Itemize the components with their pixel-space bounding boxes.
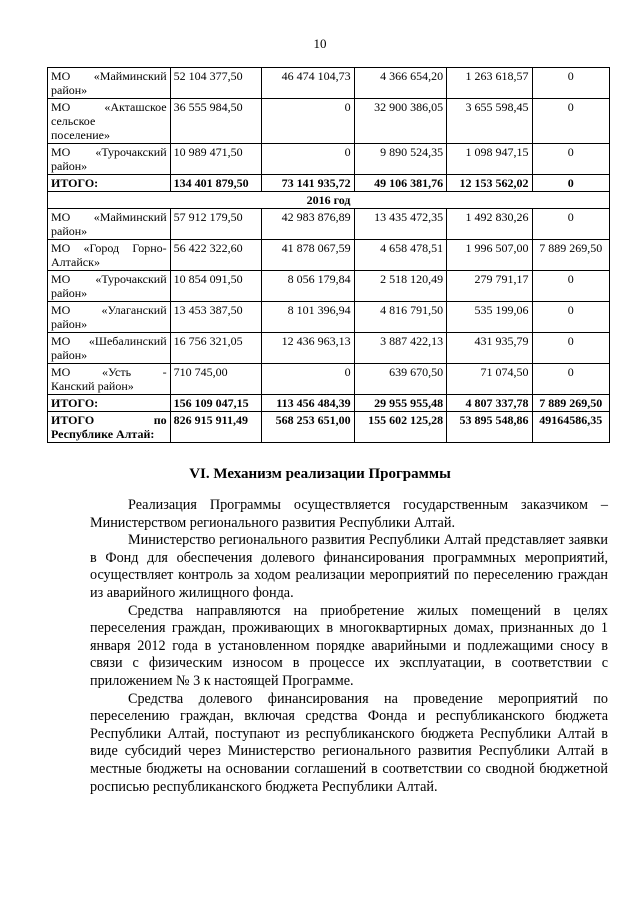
amount-cell: 155 602 125,28: [354, 412, 446, 443]
amount-cell: 3 887 422,13: [354, 333, 446, 364]
amount-cell: 49 106 381,76: [354, 175, 446, 192]
amount-cell: 29 955 955,48: [354, 395, 446, 412]
amount-cell: 0: [532, 271, 609, 302]
municipality-name: [48, 395, 171, 412]
amount-cell: 36 555 984,50: [170, 99, 261, 144]
amount-cell: 0: [532, 333, 609, 364]
municipality-name: [48, 302, 171, 333]
amount-cell: 4 816 791,50: [354, 302, 446, 333]
amount-cell: 826 915 911,49: [170, 412, 261, 443]
page-number: 10: [313, 36, 327, 51]
name-line: МО «Акташское: [51, 100, 167, 114]
municipality-name: [48, 364, 171, 395]
name-line: ИТОГО:: [51, 176, 99, 190]
amount-cell: 13 453 387,50: [170, 302, 261, 333]
paragraph: Министерство регионального развития Республики Алтай представляет заявки в Фонд для обеспечения долевого финансирования программных мероприятий, осуществляет контроль за ходом реализации мероприятий по переселению граждан из аварийного жилищного фонда.: [90, 532, 608, 601]
amount-cell: 1 263 618,57: [447, 68, 532, 99]
name-line: ИТОГО:: [51, 396, 99, 410]
paragraph: Средства долевого финансирования на проведение мероприятий по переселению граждан, включая средства Фонда и республиканского бюджета Республики Алтай, поступают из республиканского бюджета Республики Алтай в виде субсидий через Министерство регионального развития Республики Алтай в местные бюджеты на основании соглашений в соответствии со сводной бюджетной росписью республиканского бюджета Республики Алтай.: [90, 690, 608, 795]
name-line: район»: [51, 286, 88, 300]
amount-cell: 113 456 484,39: [262, 395, 354, 412]
amount-cell: 13 435 472,35: [354, 209, 446, 240]
municipality-name: [48, 209, 171, 240]
municipality-name: [48, 68, 171, 99]
name-line: МО «Усть -: [51, 365, 167, 379]
amount-cell: 56 422 322,60: [170, 240, 261, 271]
amount-cell: 57 912 179,50: [170, 209, 261, 240]
name-line: ИТОГО по: [51, 413, 167, 427]
amount-cell: 1 996 507,00: [447, 240, 532, 271]
amount-cell: 1 098 947,15: [447, 144, 532, 175]
amount-cell: 1 492 830,26: [447, 209, 532, 240]
year-row: [48, 192, 610, 209]
name-line: Республике Алтай:: [51, 427, 155, 441]
name-line: МО «Город Горно-: [51, 241, 167, 255]
amount-cell: 16 756 321,05: [170, 333, 261, 364]
paragraph: Реализация Программы осуществляется государственным заказчиком – Министерством регионального развития Республики Алтай.: [90, 497, 608, 531]
municipality-name: [48, 412, 171, 443]
municipality-name: [48, 99, 171, 144]
name-line: МО «Майминский: [51, 210, 167, 224]
name-line: Канский район»: [51, 379, 134, 393]
table-row: [48, 240, 610, 271]
amount-cell: 73 141 935,72: [262, 175, 354, 192]
amount-cell: 0: [532, 364, 609, 395]
table-row: [48, 99, 610, 144]
amount-cell: 568 253 651,00: [262, 412, 354, 443]
amount-cell: 32 900 386,05: [354, 99, 446, 144]
name-line: Алтайск»: [51, 255, 100, 269]
name-line: МО «Майминский: [51, 69, 167, 83]
name-line: МО «Турочакский: [51, 145, 167, 159]
total-row: [48, 412, 610, 443]
year-label: 2016 год: [48, 192, 610, 209]
amount-cell: 0: [532, 175, 609, 192]
amount-cell: 0: [262, 99, 354, 144]
body-text: [90, 497, 608, 796]
section-title: VI. Механизм реализации Программы: [189, 466, 451, 482]
amount-cell: 8 056 179,84: [262, 271, 354, 302]
amount-cell: 41 878 067,59: [262, 240, 354, 271]
table-row: [48, 68, 610, 99]
amount-cell: 2 518 120,49: [354, 271, 446, 302]
budget-table: [47, 67, 610, 443]
amount-cell: 0: [532, 144, 609, 175]
amount-cell: 49164586,35: [532, 412, 609, 443]
amount-cell: 3 655 598,45: [447, 99, 532, 144]
amount-cell: 156 109 047,15: [170, 395, 261, 412]
amount-cell: 71 074,50: [447, 364, 532, 395]
amount-cell: 4 366 654,20: [354, 68, 446, 99]
name-line: поселение»: [51, 128, 111, 142]
name-line: район»: [51, 159, 88, 173]
name-line: район»: [51, 224, 88, 238]
amount-cell: 0: [532, 99, 609, 144]
amount-cell: 42 983 876,89: [262, 209, 354, 240]
name-line: сельское: [51, 114, 96, 128]
amount-cell: 9 890 524,35: [354, 144, 446, 175]
amount-cell: 0: [532, 68, 609, 99]
amount-cell: 10 989 471,50: [170, 144, 261, 175]
amount-cell: 535 199,06: [447, 302, 532, 333]
name-line: район»: [51, 83, 88, 97]
amount-cell: 431 935,79: [447, 333, 532, 364]
municipality-name: [48, 175, 171, 192]
municipality-name: [48, 271, 171, 302]
amount-cell: 53 895 548,86: [447, 412, 532, 443]
amount-cell: 10 854 091,50: [170, 271, 261, 302]
amount-cell: 12 436 963,13: [262, 333, 354, 364]
amount-cell: 279 791,17: [447, 271, 532, 302]
table-row: [48, 209, 610, 240]
amount-cell: 134 401 879,50: [170, 175, 261, 192]
amount-cell: 7 889 269,50: [532, 395, 609, 412]
total-row: [48, 175, 610, 192]
budget-table-body: [48, 68, 610, 443]
name-line: район»: [51, 348, 88, 362]
amount-cell: 0: [262, 364, 354, 395]
total-row: [48, 395, 610, 412]
amount-cell: 710 745,00: [170, 364, 261, 395]
table-row: [48, 364, 610, 395]
amount-cell: 4 658 478,51: [354, 240, 446, 271]
municipality-name: [48, 333, 171, 364]
name-line: МО «Турочакский: [51, 272, 167, 286]
table-row: [48, 302, 610, 333]
name-line: МО «Шебалинский: [51, 334, 167, 348]
amount-cell: 0: [532, 302, 609, 333]
amount-cell: 639 670,50: [354, 364, 446, 395]
amount-cell: 0: [532, 209, 609, 240]
amount-cell: 8 101 396,94: [262, 302, 354, 333]
municipality-name: [48, 240, 171, 271]
amount-cell: 4 807 337,78: [447, 395, 532, 412]
amount-cell: 52 104 377,50: [170, 68, 261, 99]
amount-cell: 12 153 562,02: [447, 175, 532, 192]
municipality-name: [48, 144, 171, 175]
amount-cell: 0: [262, 144, 354, 175]
name-line: МО «Улаганский: [51, 303, 167, 317]
table-row: [48, 144, 610, 175]
table-row: [48, 333, 610, 364]
amount-cell: 46 474 104,73: [262, 68, 354, 99]
table-row: [48, 271, 610, 302]
amount-cell: 7 889 269,50: [532, 240, 609, 271]
name-line: район»: [51, 317, 88, 331]
paragraph: Средства направляются на приобретение жилых помещений в целях переселения граждан, проживающих в многоквартирных домах, признанных до 1 января 2012 года в установленном порядке аварийными и подлежащими сносу в связи с физическим износом в процессе их эксплуатации, в соответствии с приложением № 3 к настоящей Программе.: [90, 602, 608, 689]
